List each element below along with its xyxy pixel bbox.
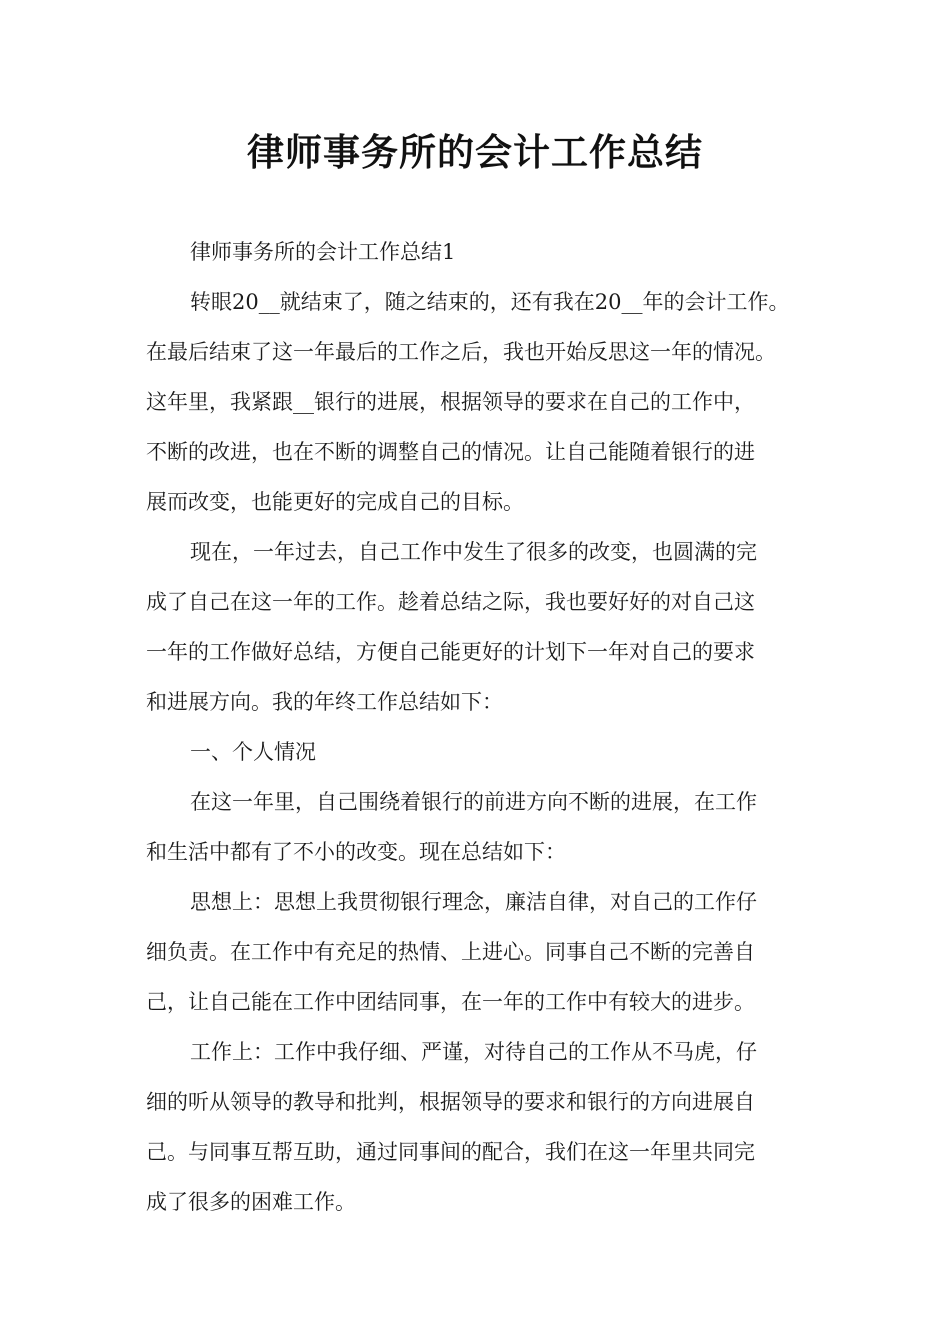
- text-line: 己。与同事互帮互助，通过同事间的配合，我们在这一年里共同完: [146, 1140, 755, 1164]
- text-line: 不断的改进，也在不断的调整自己的情况。让自己能随着银行的进: [146, 440, 755, 464]
- text-line: 己，让自己能在工作中团结同事，在一年的工作中有较大的进步。: [146, 990, 755, 1014]
- text-line: 细负责。在工作中有充足的热情、上进心。同事自己不断的完善自: [146, 940, 755, 964]
- text-line: 和进展方向。我的年终工作总结如下：: [146, 690, 503, 714]
- text-line: 成了很多的困难工作。: [146, 1190, 356, 1214]
- text-line: 这年里，我紧跟__银行的进展，根据领导的要求在自己的工作中，: [146, 390, 755, 414]
- text-line: 转眼20__就结束了，随之结束的，还有我在20__年的会计工作。: [190, 290, 790, 314]
- text-line: 在最后结束了这一年最后的工作之后，我也开始反思这一年的情况。: [146, 340, 776, 364]
- text-line: 在这一年里，自己围绕着银行的前进方向不断的进展，在工作: [190, 790, 757, 814]
- text-line: 和生活中都有了不小的改变。现在总结如下：: [146, 840, 566, 864]
- text-line: 一年的工作做好总结，方便自己能更好的计划下一年对自己的要求: [146, 640, 755, 664]
- text-line: 细的听从领导的教导和批判，根据领导的要求和银行的方向进展自: [146, 1090, 755, 1114]
- text-line: 展而改变，也能更好的完成自己的目标。: [146, 490, 524, 514]
- document-body: [146, 227, 816, 1227]
- text-line: 思想上：思想上我贯彻银行理念，廉洁自律，对自己的工作仔: [190, 890, 757, 914]
- text-line: 律师事务所的会计工作总结1: [190, 240, 456, 264]
- text-line: 现在，一年过去，自己工作中发生了很多的改变，也圆满的完: [190, 540, 757, 564]
- text-line: 成了自己在这一年的工作。趁着总结之际，我也要好好的对自己这: [146, 590, 755, 614]
- text-line: 一、个人情况: [190, 740, 316, 764]
- text-line: 工作上：工作中我仔细、严谨，对待自己的工作从不马虎，仔: [190, 1040, 757, 1064]
- document-title: 律师事务所的会计工作总结: [247, 131, 703, 174]
